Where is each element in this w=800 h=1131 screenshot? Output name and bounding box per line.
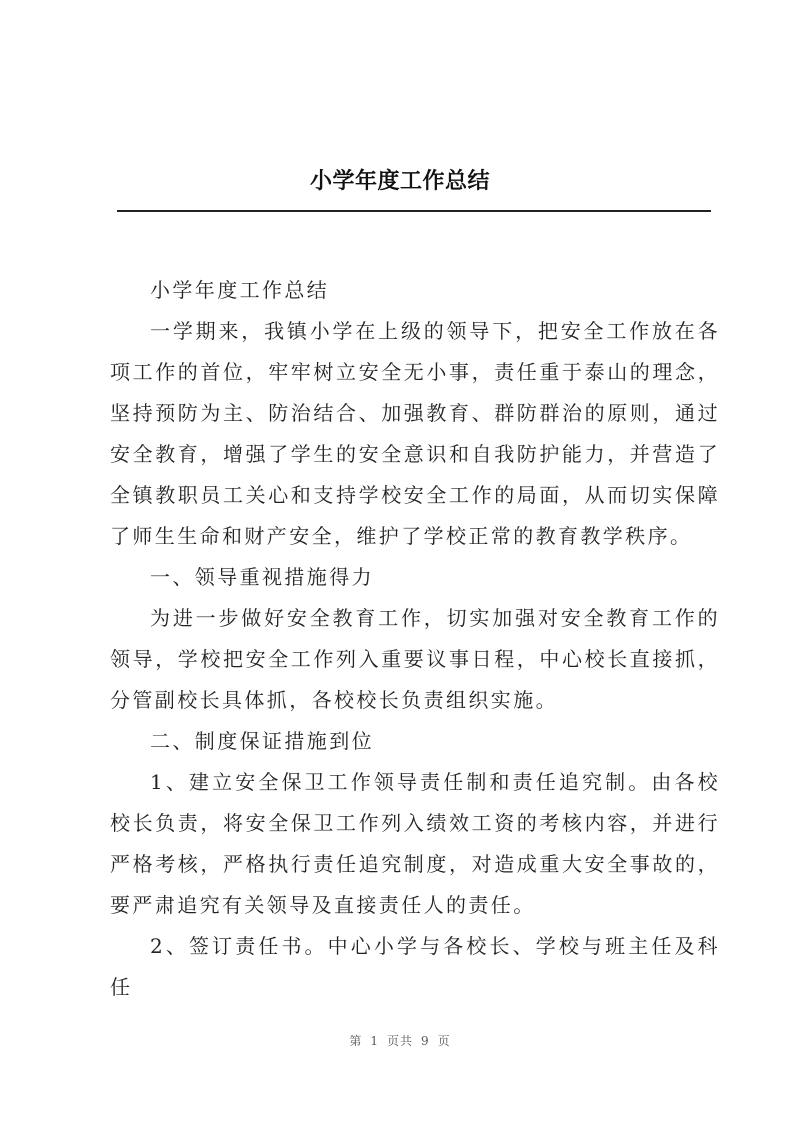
section-heading-1: 一、领导重视措施得力 [150, 565, 374, 589]
page-label-middle: 页共 [386, 1034, 413, 1048]
paragraph-heading: 小学年度工作总结 [150, 278, 330, 302]
paragraph-item-1: 1、建立安全保卫工作领导责任制和责任追究制。由各校校长负责，将安全保卫工作列入绩效工资的考核内容，并进行严格考核，严格执行责任追究制度，对造成重大安全事故的，要严肃追究有关领导及直接责任人的责任。 [110, 770, 720, 917]
page-footer [0, 1032, 800, 1049]
document-title: 小学年度工作总结 [309, 168, 490, 194]
page-label-suffix: 页 [437, 1034, 451, 1048]
paragraph-item-2: 2、签订责任书。中心小学与各校长、学校与班主任及科任 [110, 934, 720, 999]
section-heading-2: 二、制度保证措施到位 [150, 729, 374, 753]
page-label-prefix: 第 [349, 1034, 363, 1048]
paragraph-section-1: 为进一步做好安全教育工作，切实加强对安全教育工作的领导，学校把安全工作列入重要议事日程，中心校长直接抓，分管副校长具体抓，各校校长负责组织实施。 [110, 606, 720, 712]
document-body [110, 270, 720, 1008]
title-divider [117, 210, 711, 212]
total-pages-number: 9 [421, 1034, 430, 1048]
current-page-number: 1 [370, 1034, 379, 1048]
paragraph-intro: 一学期来，我镇小学在上级的领导下，把安全工作放在各项工作的首位，牢牢树立安全无小事，责任重于泰山的理念，坚持预防为主、防治结合、加强教育、群防群治的原则，通过安全教育，增强了学生的安全意识和自我防护能力，并营造了全镇教职员工关心和支持学校安全工作的局面，从而切实保障了师生生命和财产安全，维护了学校正常的教育教学秩序。 [110, 319, 720, 548]
